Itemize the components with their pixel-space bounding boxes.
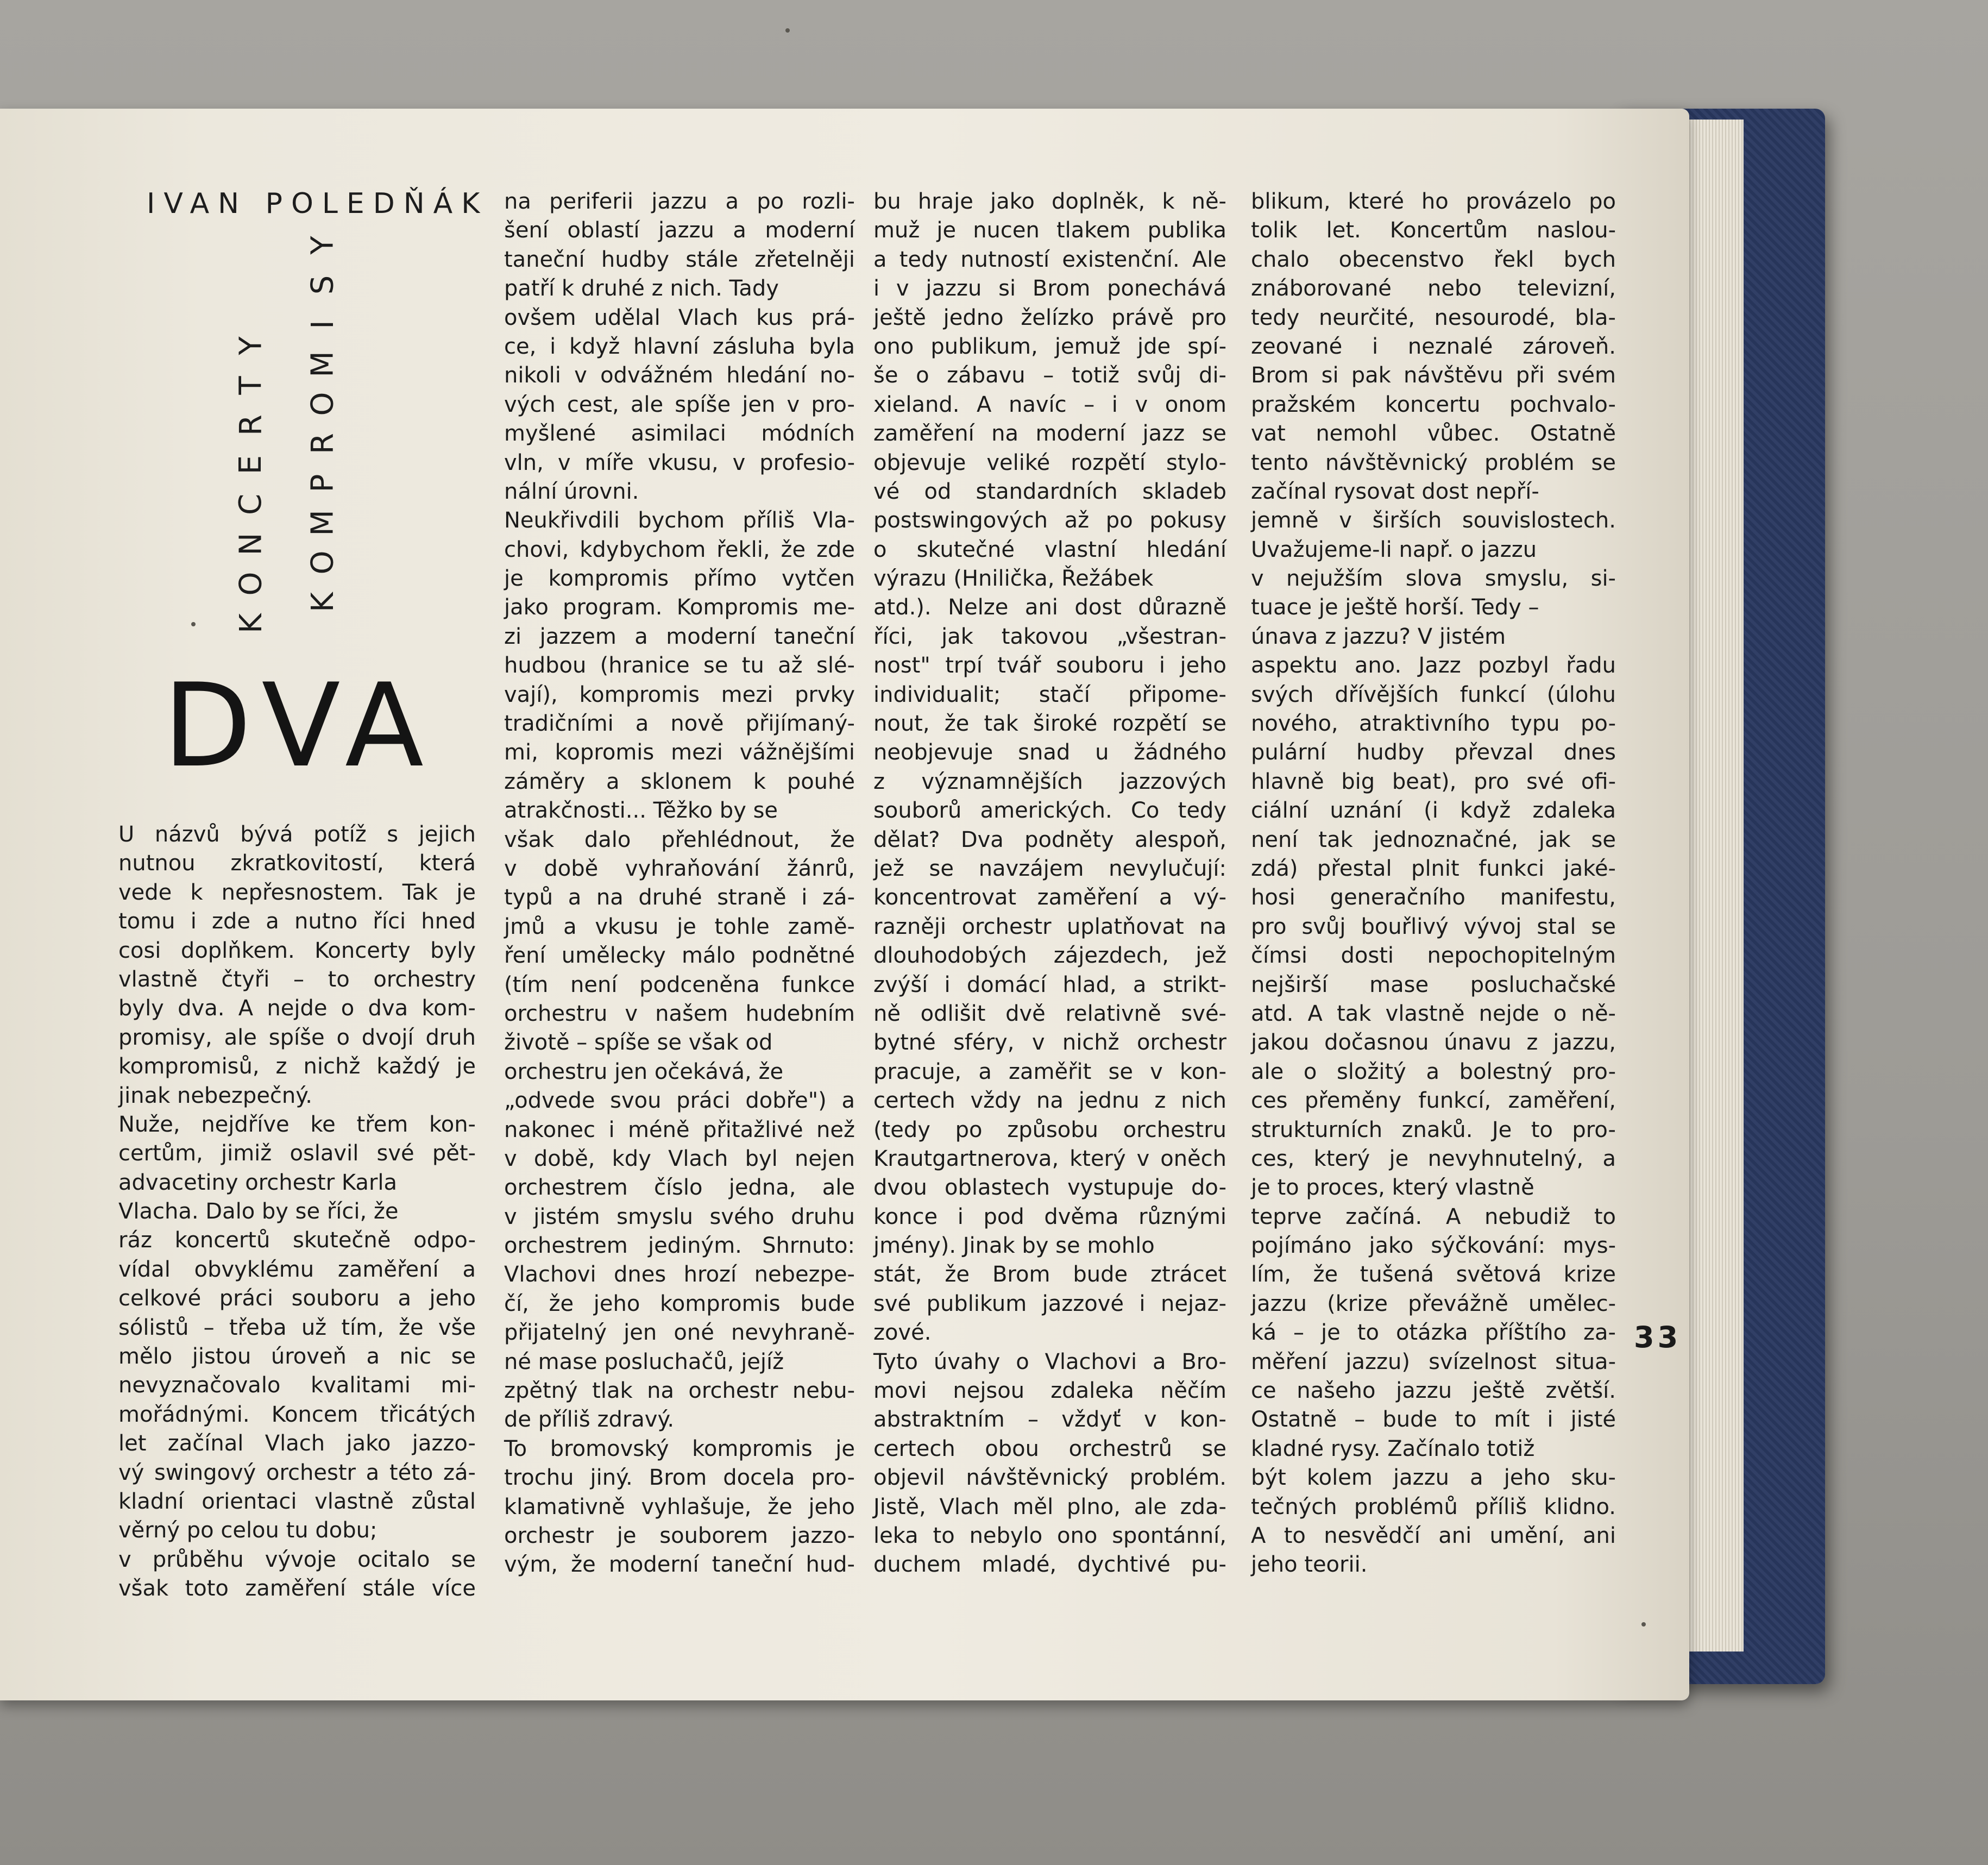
text-line: tečných problémů příliš klidno. [1251, 1494, 1616, 1519]
text-line: měření jazzu) svízelnost situa- [1251, 1349, 1616, 1374]
title-letter: R [305, 433, 341, 454]
text-line: o skutečné vlastní hledání [873, 537, 1226, 562]
text-line: nální úrovni. [504, 479, 639, 504]
text-line: souborů amerických. Co tedy [873, 798, 1226, 824]
text-column-2 [504, 187, 855, 1580]
text-line: orchestrem jediným. Shrnuto: [504, 1233, 855, 1259]
page-number: 33 [1634, 1320, 1682, 1354]
text-line: je kompromis přímo vytčen [504, 566, 855, 592]
text-line: patří k druhé z nich. Tady [504, 276, 779, 302]
text-line: „odvede svou práci dobře") a [504, 1088, 855, 1114]
text-line: však toto zaměření stále více [118, 1576, 476, 1602]
text-line: še o zábavu – totiž svůj di- [873, 363, 1226, 388]
text-line: mi, kopromis mezi vážnějšími [504, 740, 855, 765]
text-line: hudbou (hranice se tu až slé- [504, 653, 855, 679]
text-line: pracuje, a zaměřit se v kon- [873, 1059, 1226, 1084]
text-line: mořádnými. Koncem třicátých [118, 1402, 476, 1427]
text-line: Neukřivdili bychom příliš Vla- [504, 508, 855, 533]
text-line: vé od standardních skladeb [873, 479, 1226, 504]
text-line: klamativně vyhlašuje, že jeho [504, 1494, 855, 1519]
text-line: Tyto úvahy o Vlachovi a Bro- [873, 1349, 1226, 1374]
text-line: vat nemohl vůbec. Ostatně [1251, 421, 1616, 447]
text-line: Vlachovi dnes hrozí nebezpe- [504, 1262, 855, 1288]
text-line: objevil návštěvnický problém. [873, 1465, 1226, 1491]
title-letter: M [305, 351, 341, 378]
text-line: ces, který je nevyhnutelný, a [1251, 1146, 1616, 1171]
text-line: blikum, které ho provázelo po [1251, 189, 1616, 214]
text-line: To bromovský kompromis je [504, 1436, 855, 1461]
text-line: tuace je ještě horší. Tedy – [1251, 595, 1539, 620]
text-line: cosi doplňkem. Koncerty byly [118, 938, 476, 963]
text-line: ká – je to otázka příštího za- [1251, 1320, 1616, 1346]
text-line: tolik let. Koncertům naslou- [1251, 218, 1616, 243]
text-line: jeho teorii. [1251, 1552, 1368, 1578]
text-line: věrný po celou tu dobu; [118, 1518, 378, 1543]
text-line: šení oblastí jazzu a moderní [504, 218, 855, 243]
title-letter: E [233, 455, 269, 475]
text-line: nového, atraktivního typu po- [1251, 711, 1616, 737]
text-line: ono publikum, jemuž jde spí- [873, 334, 1226, 359]
text-line: dlouhodobých zájezdech, jež [873, 943, 1226, 969]
text-line: muž je nucen tlakem publika [873, 218, 1226, 243]
text-line: individualit; stačí připome- [873, 682, 1226, 707]
text-line: vají), kompromis mezi prvky [504, 682, 855, 707]
text-line: de příliš zdravý. [504, 1407, 675, 1433]
text-line: jmény). Jinak by se mohlo [873, 1233, 1155, 1259]
text-line: byly dva. A nejde o dva kom- [118, 996, 476, 1021]
text-line: koncentrovat zaměření a vý- [873, 885, 1226, 910]
text-line: chovi, kdybychom řekli, že zde [504, 537, 855, 562]
text-line: pro svůj bouřlivý vývoj stal se [1251, 914, 1616, 939]
text-line: Vlacha. Dalo by se říci, že [118, 1199, 399, 1225]
text-line: kladné rysy. Začínalo totiž [1251, 1436, 1535, 1461]
text-line: čí, že jeho kompromis bude [504, 1291, 855, 1316]
text-line: vln, v míře vkusu, v profesio- [504, 450, 855, 475]
text-line: certech obou orchestrů se [873, 1436, 1226, 1461]
title-line-koncerty [233, 326, 269, 643]
text-line: let začínal Vlach jako jazzo- [118, 1431, 476, 1456]
text-line: teprve začíná. A nebudiž to [1251, 1204, 1616, 1229]
text-line: Jistě, Vlach měl plno, ale zda- [873, 1494, 1226, 1519]
text-line: vý swingový orchestr a této zá- [118, 1460, 476, 1485]
text-line: jinak nebezpečný. [118, 1083, 312, 1108]
text-line: bu hraje jako doplněk, k ně- [873, 189, 1226, 214]
text-line: hlavně big beat), pro své ofi- [1251, 769, 1616, 794]
text-line: tedy neurčité, nesourodé, bla- [1251, 305, 1616, 330]
text-line: celkové práci souboru a jeho [118, 1286, 476, 1311]
text-line: ciální uznání (i když zdaleka [1251, 798, 1616, 824]
text-line: advacetiny orchestr Karla [118, 1170, 398, 1195]
text-line: (tedy po způsobu orchestru [873, 1117, 1226, 1142]
text-line: zpětný tlak na orchestr nebu- [504, 1378, 855, 1404]
text-line: pulární hudby převzal dnes [1251, 740, 1616, 765]
text-line: znáborované nebo televizní, [1251, 276, 1616, 302]
text-line: kladní orientaci vlastně zůstal [118, 1489, 476, 1514]
text-line: není tak jednoznačné, jak se [1251, 827, 1616, 852]
text-line: přijatelný jen oné nevyhraně- [504, 1320, 855, 1346]
text-line: Uvažujeme-li např. o jazzu [1251, 537, 1537, 562]
text-line: pojímáno jako sýčkování: mys- [1251, 1233, 1616, 1259]
text-line: v době vyhraňování žánrů, [504, 856, 855, 881]
text-line: ce našeho jazzu ještě zvětší. [1251, 1378, 1616, 1404]
text-line: jazzu (krize převážně umělec- [1251, 1291, 1616, 1316]
text-line: ráz koncertů skutečně odpo- [118, 1228, 476, 1253]
text-line: vede k nepřesnostem. Tak je [118, 880, 476, 905]
text-line: konce i pod dvěma různými [873, 1204, 1226, 1229]
title-letter: C [233, 493, 269, 516]
text-line: tomu i zde a nutno říci hned [118, 909, 476, 934]
text-line: zvýší i domácí hlad, a strikt- [873, 972, 1226, 997]
text-line: ale o složitý a bolestný pro- [1251, 1059, 1616, 1084]
text-line: začínal rysovat dost nepří- [1251, 479, 1539, 504]
text-line: tento návštěvnický problém se [1251, 450, 1616, 475]
text-line: jež se navzájem nevylučují: [873, 856, 1226, 881]
text-line: orchestrem číslo jedna, ale [504, 1175, 855, 1201]
text-line: Brom si pak návštěvu při svém [1251, 363, 1616, 388]
text-line: bytné sféry, v nichž orchestr [873, 1030, 1226, 1056]
title-letter: O [305, 550, 341, 575]
text-line: A to nesvědčí ani umění, ani [1251, 1523, 1616, 1548]
text-line: nejširší mase posluchačské [1251, 972, 1616, 997]
text-line: říci, jak takovou „všestran- [873, 624, 1226, 649]
text-line: životě – spíše se však od [504, 1030, 773, 1056]
text-line: vídal obvyklému zaměření a [118, 1257, 476, 1282]
title-letter: S [305, 275, 341, 295]
text-line: zdá) přestal plnit funkci jaké- [1251, 856, 1616, 881]
text-line: své publikum jazzové i nejaz- [873, 1291, 1226, 1316]
text-column-4 [1251, 187, 1616, 1580]
title-letter: P [305, 474, 341, 493]
text-line: svých dřívějších funkcí (úlohu [1251, 682, 1616, 707]
text-line: zové. [873, 1320, 932, 1346]
text-line: mělo jistou úroveň a nic se [118, 1344, 476, 1370]
text-column-3 [873, 187, 1226, 1580]
text-line: jakou dočasnou únavu z jazzu, [1251, 1030, 1616, 1056]
text-line: nout, že tak široké rozpětí se [873, 711, 1226, 737]
text-line: taneční hudby stále zřetelněji [504, 247, 855, 272]
text-line: je to proces, který vlastně [1251, 1175, 1534, 1201]
text-line: únava z jazzu? V jistém [1251, 624, 1506, 649]
title-letter: O [305, 392, 341, 416]
text-line: tradičními a nově přijímaný- [504, 711, 855, 737]
text-line: movi nejsou zdaleka něčím [873, 1378, 1226, 1404]
text-line: abstraktním – vždyť v kon- [873, 1407, 1226, 1433]
text-line: stát, že Brom bude ztrácet [873, 1262, 1226, 1288]
text-line: nost" trpí tvář souboru i jeho [873, 653, 1226, 679]
text-line: postswingových až po pokusy [873, 508, 1226, 533]
text-line: ce, i když hlavní zásluha byla [504, 334, 855, 359]
text-line: v nejužším slova smyslu, si- [1251, 566, 1616, 592]
text-line: na periferii jazzu a po rozli- [504, 189, 855, 214]
text-line: nakonec i méně přitažlivé než [504, 1117, 855, 1142]
text-line: myšlené asimilaci módních [504, 421, 855, 447]
text-line: leka to nebylo ono spontánní, [873, 1523, 1226, 1548]
text-line: pražském koncertu pochvalo- [1251, 392, 1616, 417]
title-letter: N [233, 532, 269, 556]
text-line: v době, kdy Vlach byl nejen [504, 1146, 855, 1171]
text-line: čímsi dosti nepochopitelným [1251, 943, 1616, 969]
text-line: jemně v širších souvislostech. [1251, 508, 1616, 533]
text-line: strukturních znaků. Je to pro- [1251, 1117, 1616, 1142]
text-line: ještě jedno želízko právě pro [873, 305, 1226, 330]
text-line: lím, že tušená světová krize [1251, 1262, 1616, 1288]
text-column-1 [118, 820, 476, 1604]
title-letter: T [233, 376, 269, 395]
text-line: objevuje veliké rozpětí stylo- [873, 450, 1226, 475]
text-line: promisy, ale spíše o dvojí druh [118, 1025, 476, 1050]
title-letter: I [305, 320, 341, 329]
title-letter: K [233, 613, 269, 633]
title-letter: R [233, 415, 269, 436]
text-line: být kolem jazzu a jeho sku- [1251, 1465, 1616, 1491]
title-letter: M [305, 510, 341, 536]
text-line: vlastně čtyři – to orchestry [118, 966, 476, 992]
text-line: dělat? Dva podněty alespoň, [873, 827, 1226, 852]
author-name: IVAN POLEDŇÁK [147, 187, 489, 220]
text-line: zaměření na moderní jazz se [873, 421, 1226, 447]
text-line: vým, že moderní taneční hud- [504, 1552, 855, 1578]
text-line: ovšem udělal Vlach kus prá- [504, 305, 855, 330]
text-line: atrakčnosti... Těžko by se [504, 798, 778, 824]
text-line: orchestr je souborem jazzo- [504, 1523, 855, 1548]
text-line: certech vždy na jednu z nich [873, 1088, 1226, 1114]
text-line: certům, jimiž oslavil své pět- [118, 1141, 476, 1166]
text-line: nikoli v odvážném hledání no- [504, 363, 855, 388]
text-line: U názvů bývá potíž s jejich [118, 822, 476, 847]
text-line: typů a na druhé straně i zá- [504, 885, 855, 910]
title-letter: O [233, 572, 269, 596]
title-line-kompromisy [305, 225, 341, 622]
text-line: však dalo přehlédnout, že [504, 827, 855, 852]
speck [191, 622, 196, 626]
text-line: Krautgartnerova, který v oněch [873, 1146, 1226, 1171]
text-line: chalo obecenstvo řekl bych [1251, 247, 1616, 272]
text-line: atd.). Nelze ani dost důrazně [873, 595, 1226, 620]
text-line: razněji orchestr uplatňovat na [873, 914, 1226, 939]
text-line: zi jazzem a moderní taneční [504, 624, 855, 649]
text-line: v průběhu vývoje ocitalo se [118, 1547, 476, 1572]
text-line: neobjevuje snad u žádného [873, 740, 1226, 765]
text-line: nevyznačovalo kvalitami mi- [118, 1373, 476, 1398]
text-line: orchestru v našem hudebním [504, 1001, 855, 1026]
text-line: záměry a sklonem k pouhé [504, 769, 855, 794]
text-line: v jistém smyslu svého druhu [504, 1204, 855, 1229]
text-line: (tím není podceněna funkce [504, 972, 855, 997]
text-line: nutnou zkratkovitostí, která [118, 851, 476, 876]
text-line: aspektu ano. Jazz pozbyl řadu [1251, 653, 1616, 679]
text-line: orchestru jen očekává, že [504, 1059, 784, 1084]
text-line: z významnějších jazzových [873, 769, 1226, 794]
text-line: trochu jiný. Brom docela pro- [504, 1465, 855, 1491]
text-line: duchem mladé, dychtivé pu- [873, 1552, 1226, 1578]
title-letter: Y [233, 336, 269, 355]
text-line: atd. A tak vlastně nejde o ně- [1251, 1001, 1616, 1026]
text-line: Ostatně – bude to mít i jisté [1251, 1407, 1616, 1433]
text-line: dvou oblastech vystupuje do- [873, 1175, 1226, 1201]
title-number: DVA [163, 658, 436, 793]
text-line: ření umělecky málo podnětné [504, 943, 855, 969]
text-line: né mase posluchačů, jejíž [504, 1349, 784, 1374]
text-line: hosi generačního manifestu, [1251, 885, 1616, 910]
speck [785, 28, 790, 33]
text-line: kompromisů, z nichž každý je [118, 1054, 476, 1079]
text-line: výrazu (Hnilička, Řežábek [873, 566, 1154, 592]
text-line: xieland. A navíc – i v onom [873, 392, 1226, 417]
title-letter: K [305, 592, 341, 612]
text-line: jako program. Kompromis me- [504, 595, 855, 620]
text-line: ně odlišit dvě relativně své- [873, 1001, 1226, 1026]
text-line: ces přeměny funkcí, zaměření, [1251, 1088, 1616, 1114]
text-line: vých cest, ale spíše jen v pro- [504, 392, 855, 417]
text-line: zeované i neznalé zároveň. [1251, 334, 1616, 359]
text-line: i v jazzu si Brom ponechává [873, 276, 1226, 302]
title-letter: Y [305, 236, 341, 255]
text-line: Nuže, nejdříve ke třem kon- [118, 1112, 476, 1137]
text-line: jmů a vkusu je tohle zamě- [504, 914, 855, 939]
text-line: a tedy nutností existenční. Ale [873, 247, 1226, 272]
text-line: sólistů – třeba už tím, že vše [118, 1315, 476, 1340]
speck [1641, 1622, 1646, 1627]
